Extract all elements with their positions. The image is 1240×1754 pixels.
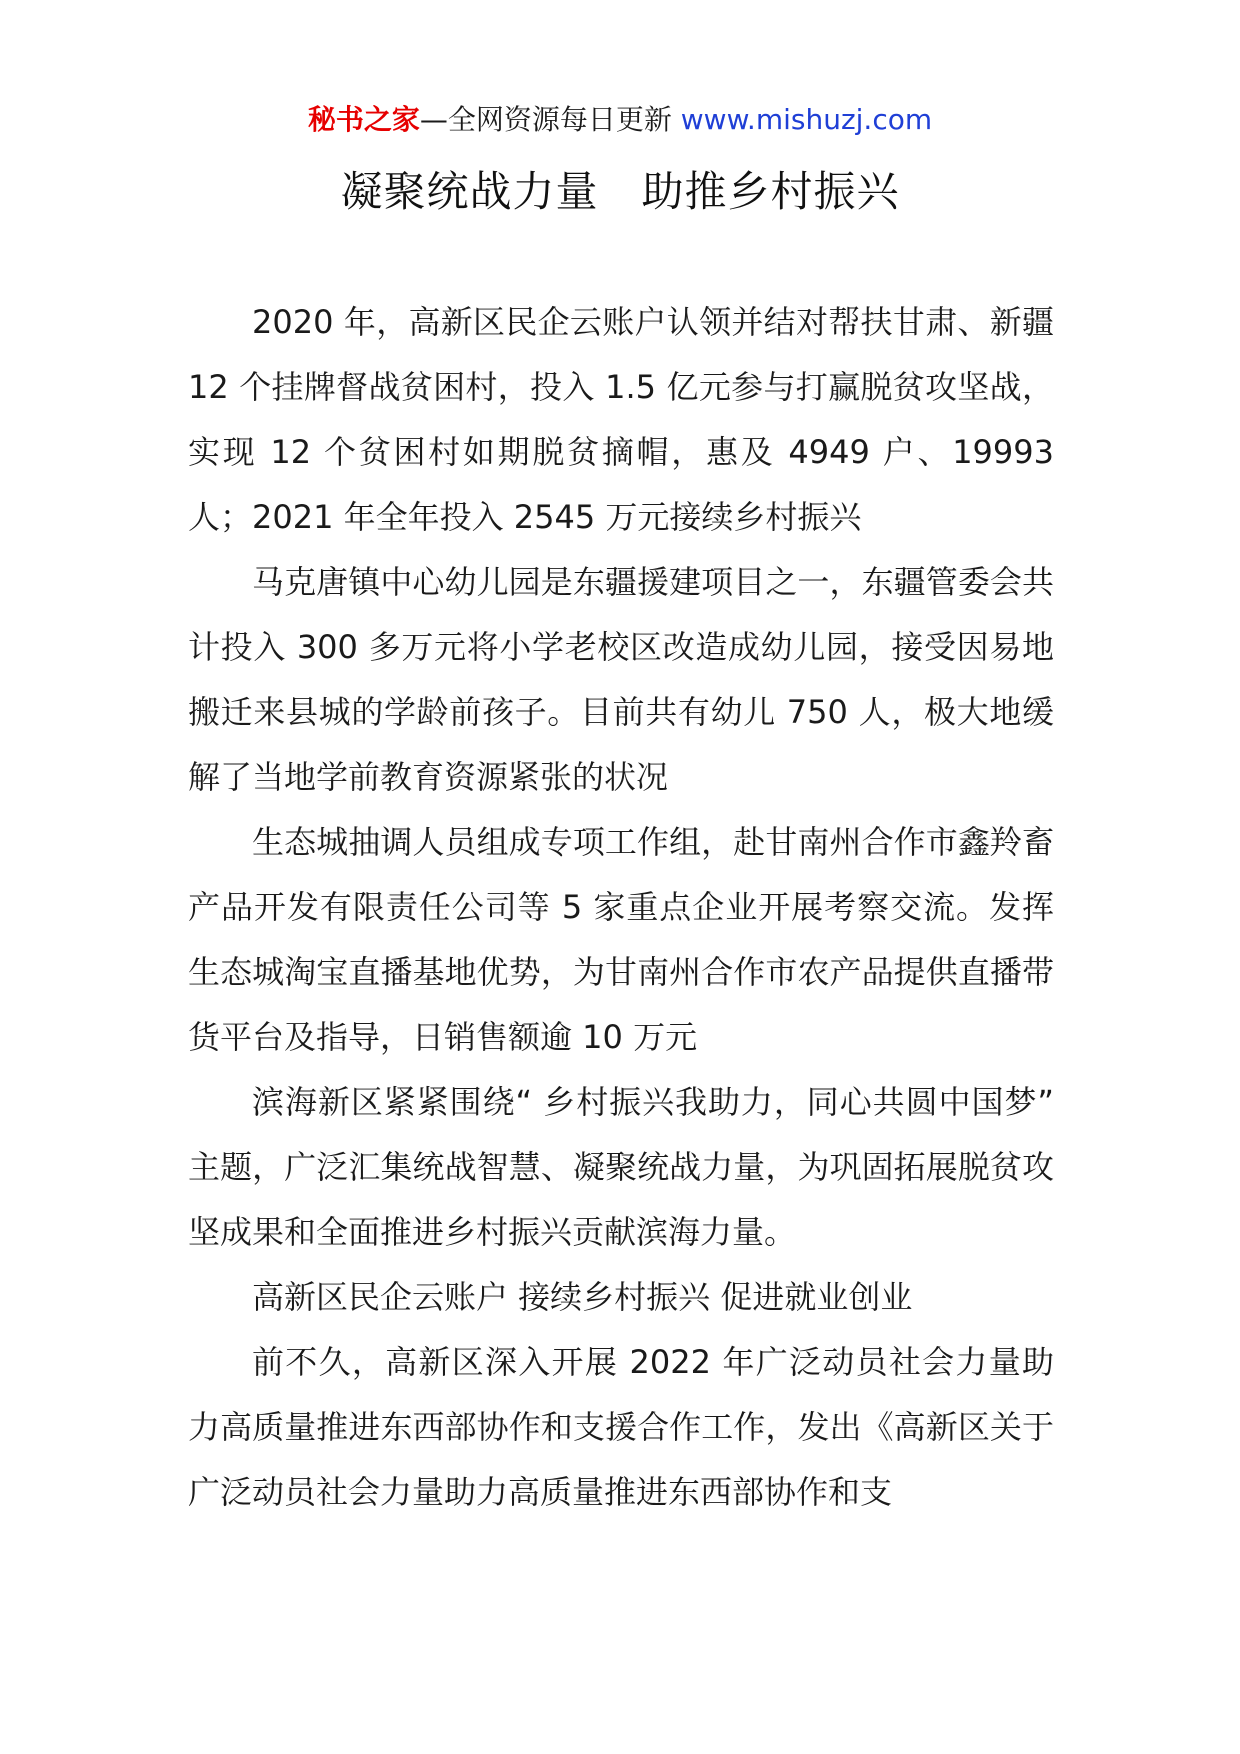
site-url-link[interactable]: www.mishuzj.com bbox=[680, 103, 933, 136]
document-title: 凝聚统战力量 助推乡村振兴 bbox=[340, 167, 900, 216]
header-tagline: —全网资源每日更新 bbox=[419, 103, 681, 136]
paragraph: 2020 年，高新区民企云账户认领并结对帮扶甘肃、新疆 12 个挂牌督战贫困村，投入 1.5 亿元参与打赢脱贫攻坚战，实现 12 个贫困村如期脱贫摘帽，惠及 4949 户、19993 人；2021 年全年投入 2545 万元接续乡村振兴 bbox=[188, 303, 1054, 536]
paragraph: 滨海新区紧紧围绕“ 乡村振兴我助力，同心共圆中国梦” 主题，广泛汇集统战智慧、凝聚统战力量，为巩固拓展脱贫攻坚成果和全面推进乡村振兴贡献滨海力量。 bbox=[188, 1083, 1054, 1251]
site-header-banner bbox=[0, 100, 1240, 140]
section-subheading: 高新区民企云账户 接续乡村振兴 促进就业创业 bbox=[252, 1278, 913, 1316]
document-body bbox=[188, 290, 1054, 1525]
brand-name: 秘书之家 bbox=[307, 103, 420, 136]
paragraph: 前不久，高新区深入开展 2022 年广泛动员社会力量助力高质量推进东西部协作和支援合作工作，发出《高新区关于广泛动员社会力量助力高质量推进东西部协作和支 bbox=[188, 1343, 1054, 1511]
paragraph: 生态城抽调人员组成专项工作组，赴甘南州合作市鑫羚畜产品开发有限责任公司等 5 家重点企业开展考察交流。发挥生态城淘宝直播基地优势，为甘南州合作市农产品提供直播带货平台及指导，日销售额逾 10 万元 bbox=[188, 823, 1054, 1056]
paragraph: 马克唐镇中心幼儿园是东疆援建项目之一，东疆管委会共计投入 300 多万元将小学老校区改造成幼儿园，接受因易地搬迁来县城的学龄前孩子。目前共有幼儿 750 人，极大地缓解了当地学前教育资源紧张的状况 bbox=[188, 563, 1054, 796]
